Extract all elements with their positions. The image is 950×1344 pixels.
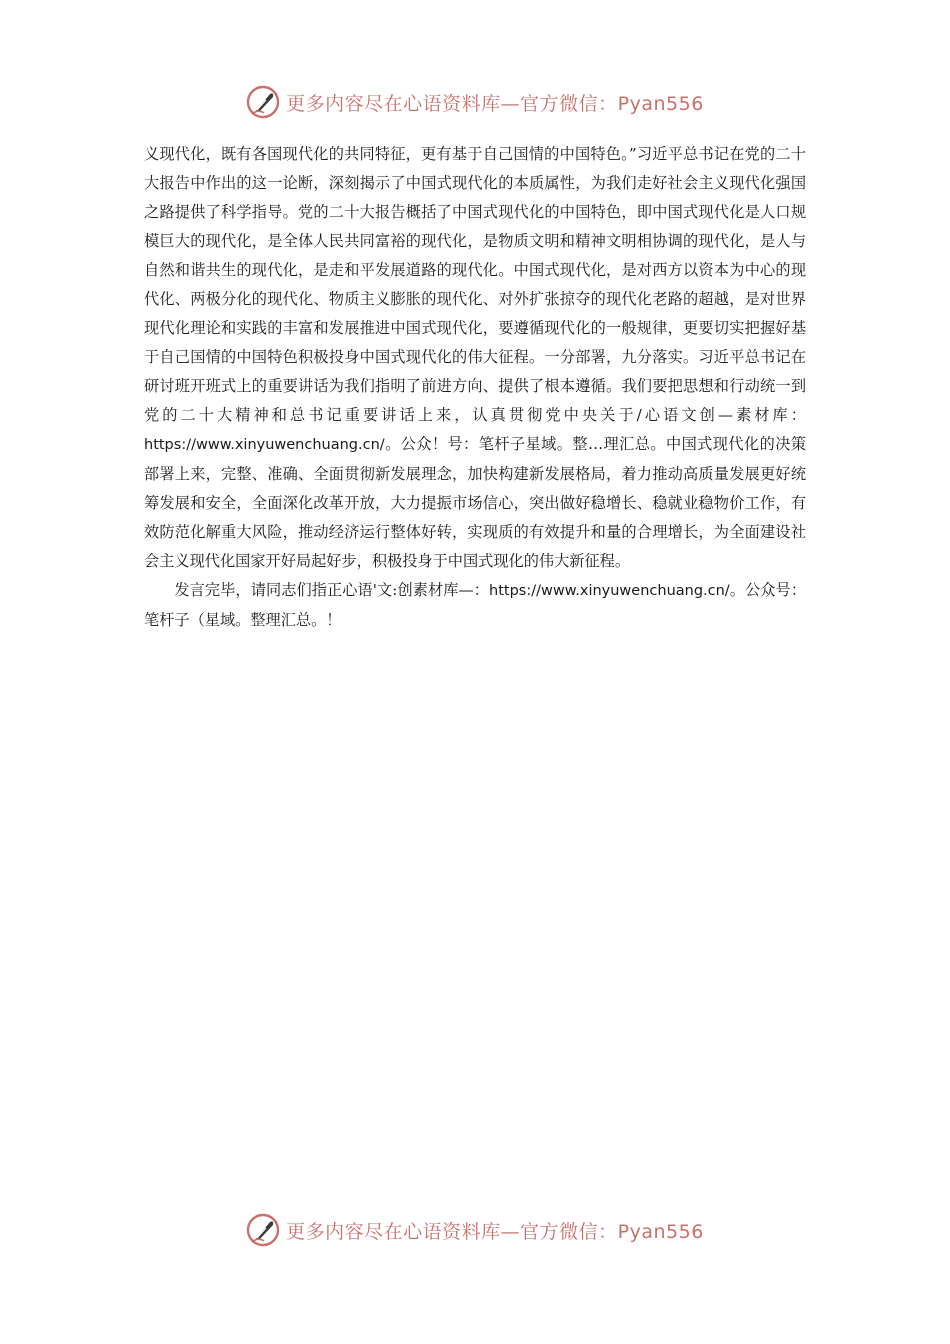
document-body bbox=[144, 140, 806, 635]
header-banner bbox=[0, 82, 950, 122]
body-paragraph-1: 义现代化，既有各国现代化的共同特征，更有基于自己国情的中国特色。”习近平总书记在党的二十大报告中作出的这一论断，深刻揭示了中国式现代化的本质属性，为我们走好社会主义现代化强国之路提供了科学指导。党的二十大报告概括了中国式现代化的中国特色，即中国式现代化是人口规模巨大的现代化，是全体人民共同富裕的现代化，是物质文明和精神文明相协调的现代化，是人与自然和谐共生的现代化，是走和平发展道路的现代化。中国式现代化，是对西方以资本为中心的现代化、两极分化的现代化、物质主义膨胀的现代化、对外扩张掠夺的现代化老路的超越，是对世界现代化理论和实践的丰富和发展推进中国式现代化，要遵循现代化的一般规律，更要切实把握好基于自己国情的中国特色积极投身中国式现代化的伟大征程。一分部署，九分落实。习近平总书记在研讨班开班式上的重要讲话为我们指明了前进方向、提供了根本遵循。我们要把思想和行动统一到党的二十大精神和总书记重要讲话上来，认真贯彻党中央关于/心语文创—素材库：https://www.xinyuwenchuang.cn/。公众！号：笔杆子星域。整…理汇总。中国式现代化的决策部署上来，完整、准确、全面贯彻新发展理念，加快构建新发展格局，着力推动高质量发展更好统筹发展和安全，全面深化改革开放，大力提振市场信心，突出做好稳增长、稳就业稳物价工作，有效防范化解重大风险，推动经济运行整体好转，实现质的有效提升和量的合理增长，为全面建设社会主义现代化国家开好局起好步，积极投身于中国式现化的伟大新征程。 bbox=[144, 145, 806, 570]
header-wechat-handle: Pyan556 bbox=[617, 92, 704, 115]
quill-pen-logo-icon bbox=[246, 85, 280, 119]
body-paragraph-2: 发言完毕，请同志们指正心语'文:创素材库—：https://www.xinyuwenchuang.cn/。公众号：笔杆子（星域。整理汇总。！ bbox=[144, 581, 807, 629]
footer-banner bbox=[0, 1210, 950, 1250]
website-link-1: https://www.xinyuwenchuang.cn/ bbox=[144, 437, 385, 453]
footer-wechat-handle: Pyan556 bbox=[617, 1220, 704, 1243]
footer-banner-text: 更多内容尽在心语资料库—官方微信：Pyan556 bbox=[286, 1220, 704, 1243]
quill-pen-logo-icon bbox=[246, 1213, 280, 1247]
header-banner-text: 更多内容尽在心语资料库—官方微信：Pyan556 bbox=[286, 92, 704, 115]
website-link-2: https://www.xinyuwenchuang.cn/ bbox=[489, 583, 730, 599]
